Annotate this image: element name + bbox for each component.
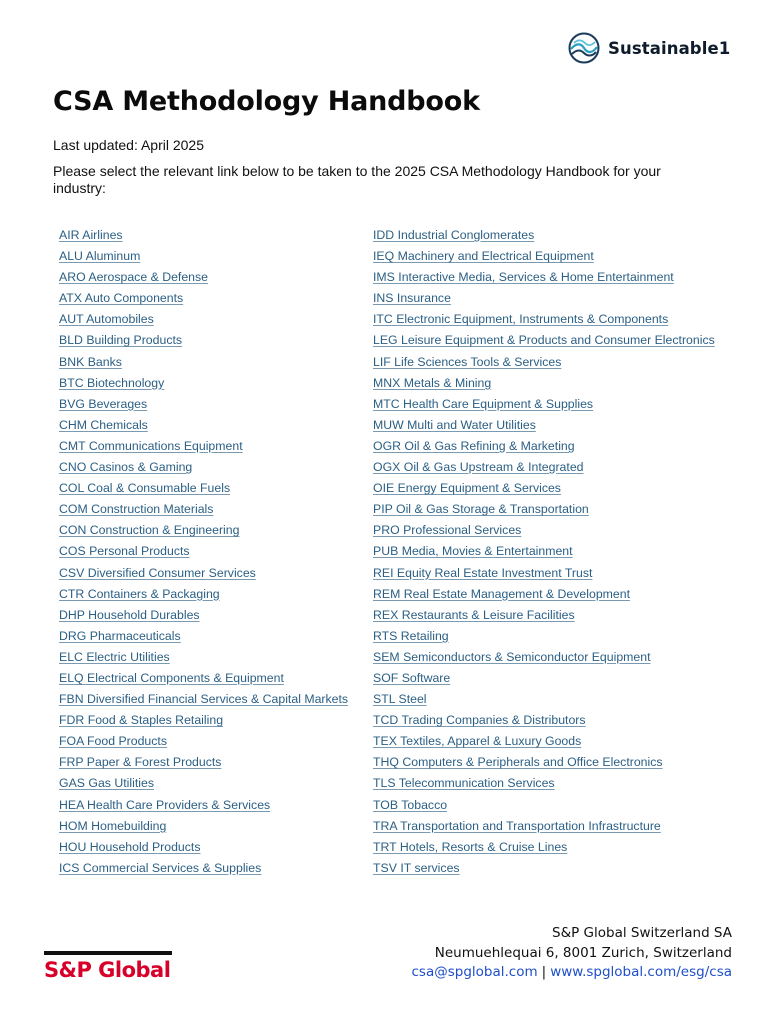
industry-list-right — [373, 224, 743, 878]
sp-global-logo — [44, 951, 172, 982]
industry-link[interactable]: IEQ Machinery and Electrical Equipment — [373, 249, 594, 264]
industry-link[interactable]: TLS Telecommunication Services — [373, 776, 555, 791]
industry-list-item — [373, 372, 743, 393]
industry-link[interactable]: THQ Computers & Peripherals and Office Electronics — [373, 755, 663, 770]
industry-link[interactable]: MUW Multi and Water Utilities — [373, 417, 536, 432]
page-title: CSA Methodology Handbook — [53, 86, 480, 117]
industry-link[interactable]: ELC Electric Utilities — [59, 649, 170, 664]
industry-link[interactable]: COS Personal Products — [59, 544, 190, 559]
industry-list-item — [59, 414, 364, 435]
industry-list-item — [59, 730, 364, 751]
industry-link[interactable]: BVG Beverages — [59, 396, 148, 411]
industry-link[interactable]: DRG Pharmaceuticals — [59, 628, 181, 643]
industry-list-item — [373, 667, 743, 688]
industry-link[interactable]: TSV IT services — [373, 860, 460, 875]
industry-link[interactable]: CSV Diversified Consumer Services — [59, 565, 256, 580]
industry-list-item — [59, 498, 364, 519]
brand-name: Sustainable1 — [608, 38, 731, 58]
industry-link[interactable]: CON Construction & Engineering — [59, 523, 240, 538]
industry-link[interactable]: BTC Biotechnology — [59, 375, 165, 390]
industry-list-item — [59, 266, 364, 287]
company-name: S&P Global Switzerland SA — [552, 925, 732, 941]
intro-text: Please select the relevant link below to be taken to the 2025 CSA Methodology Handbook for your industry: — [53, 163, 661, 196]
industry-link[interactable]: CHM Chemicals — [59, 417, 148, 432]
industry-list-item — [373, 540, 743, 561]
industry-list-item — [373, 224, 743, 245]
industry-link[interactable]: TOB Tobacco — [373, 797, 448, 812]
industry-list-item — [373, 562, 743, 583]
industry-list-item — [373, 688, 743, 709]
industry-list-item — [373, 751, 743, 772]
industry-list-item — [59, 329, 364, 350]
sp-global-logo-text: S&P Global — [44, 958, 171, 982]
industry-link[interactable]: TEX Textiles, Apparel & Luxury Goods — [373, 734, 582, 749]
industry-link[interactable]: LIF Life Sciences Tools & Services — [373, 354, 562, 369]
industry-link[interactable]: ICS Commercial Services & Supplies — [59, 860, 262, 875]
industry-link[interactable]: TRA Transportation and Transportation Infrastructure — [373, 818, 661, 833]
industry-list-item — [59, 477, 364, 498]
industry-list-item — [373, 498, 743, 519]
industry-list-item — [59, 709, 364, 730]
industry-list-item — [373, 857, 743, 878]
logo-bar — [44, 951, 172, 955]
industry-link[interactable]: GAS Gas Utilities — [59, 776, 154, 791]
industry-list-item — [373, 435, 743, 456]
industry-list-item — [373, 266, 743, 287]
industry-link[interactable]: HOU Household Products — [59, 839, 201, 854]
industry-list-item — [59, 667, 364, 688]
street-address: Neumuehlequai 6, 8001 Zurich, Switzerland — [434, 944, 732, 961]
last-updated: Last updated: April 2025 — [53, 137, 205, 153]
industry-link[interactable]: ELQ Electrical Components & Equipment — [59, 670, 284, 685]
industry-link[interactable]: ITC Electronic Equipment, Instruments & Components — [373, 312, 669, 327]
industry-link[interactable]: REI Equity Real Estate Investment Trust — [373, 565, 593, 580]
industry-list-item — [59, 393, 364, 414]
email-link[interactable]: csa@spglobal.com — [411, 964, 538, 980]
industry-list-item — [59, 815, 364, 836]
footer-address-block — [411, 924, 732, 983]
industry-link[interactable]: PUB Media, Movies & Entertainment — [373, 544, 573, 559]
industry-link[interactable]: FDR Food & Staples Retailing — [59, 713, 224, 728]
industry-list-item — [373, 772, 743, 793]
industry-list-left — [59, 224, 364, 878]
industry-link[interactable]: SEM Semiconductors & Semiconductor Equipment — [373, 649, 651, 664]
industry-list-item — [59, 772, 364, 793]
industry-link[interactable]: TCD Trading Companies & Distributors — [373, 713, 586, 728]
industry-list-item — [59, 857, 364, 878]
industry-link[interactable]: CNO Casinos & Gaming — [59, 460, 193, 475]
industry-list-item — [373, 329, 743, 350]
industry-link[interactable]: COM Construction Materials — [59, 502, 214, 517]
industry-list-item — [373, 815, 743, 836]
industry-list-item — [373, 287, 743, 308]
industry-link[interactable]: IDD Industrial Conglomerates — [373, 228, 535, 242]
industry-link[interactable]: BLD Building Products — [59, 333, 183, 348]
industry-link[interactable]: BNK Banks — [59, 354, 122, 369]
industry-list-item — [373, 414, 743, 435]
industry-link[interactable]: SOF Software — [373, 670, 451, 685]
industry-list-item — [59, 540, 364, 561]
industry-link[interactable]: AUT Automobiles — [59, 312, 154, 327]
industry-list-item — [373, 519, 743, 540]
industry-list-item — [373, 836, 743, 857]
industry-list-item — [59, 794, 364, 815]
industry-link[interactable]: CMT Communications Equipment — [59, 438, 243, 453]
industry-list-item — [59, 435, 364, 456]
industry-list-item — [59, 625, 364, 646]
industry-link[interactable]: FOA Food Products — [59, 734, 167, 749]
industry-link[interactable]: INS Insurance — [373, 291, 451, 306]
industry-list-item — [59, 604, 364, 625]
industry-list-item — [373, 709, 743, 730]
industry-link[interactable]: CTR Containers & Packaging — [59, 586, 220, 601]
contact-line — [411, 963, 732, 983]
industry-list-item — [373, 583, 743, 604]
industry-list-item — [373, 456, 743, 477]
industry-list-item — [59, 287, 364, 308]
industry-link[interactable]: IMS Interactive Media, Services & Home Entertainment — [373, 270, 674, 285]
industry-list-item — [373, 794, 743, 815]
industry-link[interactable]: OGX Oil & Gas Upstream & Integrated — [373, 460, 584, 475]
industry-link[interactable]: HOM Homebuilding — [59, 818, 167, 833]
industry-list-item — [373, 646, 743, 667]
industry-link[interactable]: HEA Health Care Providers & Services — [59, 797, 271, 812]
industry-link[interactable]: PRO Professional Services — [373, 523, 522, 538]
industry-link[interactable]: ATX Auto Components — [59, 291, 184, 306]
industry-link[interactable]: REM Real Estate Management & Development — [373, 586, 630, 601]
industry-link[interactable]: REX Restaurants & Leisure Facilities — [373, 607, 575, 622]
industry-list-item — [59, 836, 364, 857]
industry-list-item — [373, 393, 743, 414]
industry-list-item — [373, 477, 743, 498]
industry-list-item — [373, 730, 743, 751]
industry-link[interactable]: TRT Hotels, Resorts & Cruise Lines — [373, 839, 568, 854]
industry-list-item — [59, 583, 364, 604]
industry-list-item — [59, 688, 364, 709]
industry-list-item — [59, 308, 364, 329]
industry-list-item — [373, 625, 743, 646]
industry-list-item — [59, 646, 364, 667]
industry-link[interactable]: COL Coal & Consumable Fuels — [59, 481, 231, 496]
industry-list-item — [59, 224, 364, 245]
industry-list-item — [373, 245, 743, 266]
industry-link[interactable]: PIP Oil & Gas Storage & Transportation — [373, 502, 589, 517]
industry-link[interactable]: DHP Household Durables — [59, 607, 200, 622]
industry-link[interactable]: OIE Energy Equipment & Services — [373, 481, 561, 496]
industry-list-item — [59, 519, 364, 540]
sustainable1-brand — [568, 32, 730, 64]
website-link[interactable]: www.spglobal.com/esg/csa — [550, 964, 732, 980]
industry-list-item — [59, 372, 364, 393]
industry-link[interactable]: LEG Leisure Equipment & Products and Consumer Electronics — [373, 333, 715, 348]
industry-list-item — [373, 351, 743, 372]
industry-list-item — [59, 751, 364, 772]
link-separator: | — [541, 964, 547, 980]
industry-link[interactable]: STL Steel — [373, 692, 427, 707]
industry-list-item — [59, 562, 364, 583]
industry-link[interactable]: AIR Airlines — [59, 228, 123, 242]
industry-link[interactable]: MNX Metals & Mining — [373, 375, 492, 390]
industry-list-item — [59, 456, 364, 477]
industry-link[interactable]: MTC Health Care Equipment & Supplies — [373, 396, 594, 411]
industry-list-item — [373, 308, 743, 329]
industry-list-item — [59, 245, 364, 266]
industry-link[interactable]: RTS Retailing — [373, 628, 449, 643]
industry-list-item — [373, 604, 743, 625]
industry-link[interactable]: FRP Paper & Forest Products — [59, 755, 222, 770]
industry-link[interactable]: FBN Diversified Financial Services & Capital Markets — [59, 692, 349, 707]
globe-wave-icon — [568, 32, 600, 64]
industry-link[interactable]: ALU Aluminum — [59, 249, 141, 264]
industry-link[interactable]: OGR Oil & Gas Refining & Marketing — [373, 438, 575, 453]
industry-link[interactable]: ARO Aerospace & Defense — [59, 270, 209, 285]
industry-list-item — [59, 351, 364, 372]
